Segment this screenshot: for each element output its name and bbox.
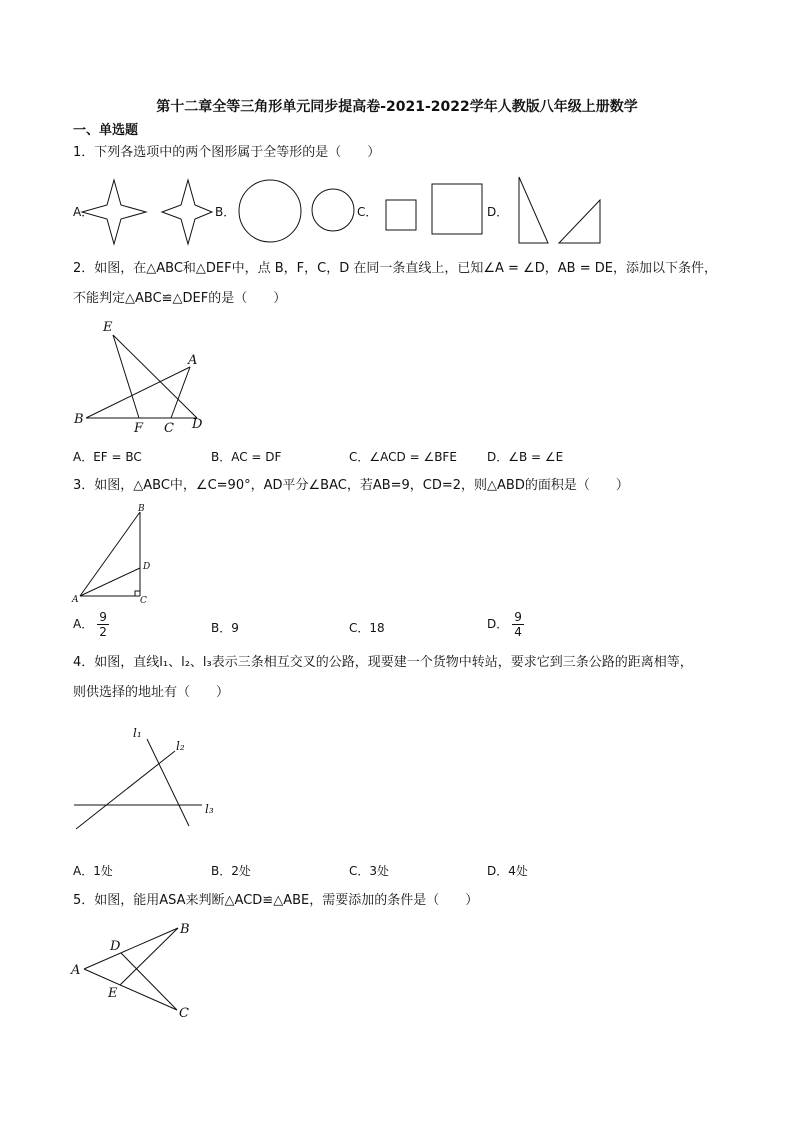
point-label-e: E bbox=[103, 320, 113, 335]
q4-option-b: B．2处 bbox=[211, 864, 251, 878]
question-4-line-1: 4．如图，直线l₁、l₂、l₃表示三条相互交叉的公路，现要建一个货物中转站，要求它到三条公路的距离相等， bbox=[73, 655, 693, 670]
q1-option-d-label: D． bbox=[487, 205, 509, 219]
question-3-stem: 3．如图，△ABC中，∠C=90°，AD平分∠BAC，若AB=9，CD=2，则△ABD的面积是（ ） bbox=[73, 478, 629, 493]
point-label-f: F bbox=[134, 421, 144, 436]
q3-option-a-label: A． bbox=[73, 617, 94, 631]
q4-option-a: A．1处 bbox=[73, 864, 113, 878]
line-label-l2: l₂ bbox=[176, 739, 185, 753]
question-5-stem: 5．如图，能用ASA来判断△ACD≌△ABE，需要添加的条件是（ ） bbox=[73, 893, 479, 908]
point-label-c: C bbox=[164, 421, 174, 436]
q1-option-b-label: B． bbox=[215, 205, 236, 219]
q3-option-d-denominator: 4 bbox=[514, 625, 522, 639]
point-label-c: C bbox=[179, 1006, 189, 1021]
q4-option-c: C．3处 bbox=[349, 864, 390, 878]
q2-option-b: B．AC = DF bbox=[211, 450, 282, 464]
q2-option-d: D．∠B = ∠E bbox=[487, 450, 564, 464]
q3-option-a-denominator: 2 bbox=[99, 625, 107, 639]
q3-option-b: B．9 bbox=[211, 621, 239, 635]
point-label-e: E bbox=[108, 986, 118, 1001]
question-2-line-2: 不能判定△ABC≌△DEF的是（ ） bbox=[73, 291, 287, 306]
point-label-a: A bbox=[72, 595, 79, 605]
question-1-stem: 1．下列各选项中的两个图形属于全等形的是（ ） bbox=[73, 145, 381, 160]
line-label-l1: l₁ bbox=[133, 726, 142, 740]
question-2-line-1: 2．如图，在△ABC和△DEF中，点 B，F，C，D 在同一条直线上，已知∠A = ∠D，AB = DE，添加以下条件， bbox=[73, 261, 717, 276]
page-title: 第十二章全等三角形单元同步提高卷-2021-2022学年人教版八年级上册数学 bbox=[156, 99, 638, 115]
q3-option-d-label: D． bbox=[487, 617, 509, 631]
point-label-d: D bbox=[143, 562, 151, 572]
q3-option-d-numerator: 9 bbox=[514, 610, 522, 624]
point-label-c: C bbox=[140, 596, 147, 606]
q1-option-c-label: C． bbox=[357, 205, 378, 219]
point-label-b: B bbox=[138, 504, 145, 514]
point-label-b: B bbox=[180, 922, 190, 937]
line-label-l3: l₃ bbox=[205, 802, 214, 816]
point-label-d: D bbox=[110, 939, 121, 954]
question-4-line-2: 则供选择的地址有（ ） bbox=[73, 685, 230, 700]
point-label-a: A bbox=[71, 963, 81, 978]
q4-option-d: D．4处 bbox=[487, 864, 528, 878]
point-label-d: D bbox=[192, 417, 203, 432]
q3-option-c: C．18 bbox=[349, 621, 385, 635]
q1-option-a-label: A． bbox=[73, 205, 94, 219]
q2-option-c: C．∠ACD = ∠BFE bbox=[349, 450, 457, 464]
q3-option-a-numerator: 9 bbox=[99, 610, 107, 624]
q2-option-a: A．EF = BC bbox=[73, 450, 142, 464]
section-heading: 一、单选题 bbox=[73, 123, 139, 138]
point-label-b: B bbox=[74, 412, 84, 427]
point-label-a: A bbox=[188, 353, 198, 368]
